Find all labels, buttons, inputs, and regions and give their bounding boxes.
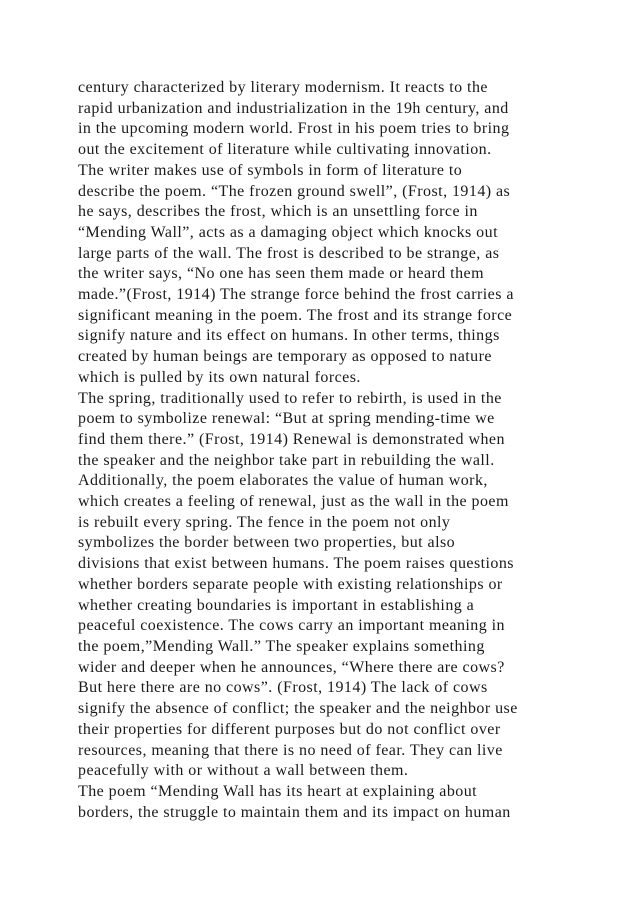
text-line: which is pulled by its own natural forces.	[78, 368, 361, 386]
text-line: “Mending Wall”, acts as a damaging object which knocks out	[78, 223, 498, 241]
text-line: wider and deeper when he announces, “Where there are cows?	[78, 658, 505, 676]
text-line: he says, describes the frost, which is an unsettling force in	[78, 203, 478, 221]
text-line: century characterized by literary modernism. It reacts to the	[78, 79, 488, 96]
text-line: The spring, traditionally used to refer to rebirth, is used in the	[78, 389, 502, 407]
text-line: whether creating boundaries is important in establishing a	[78, 596, 475, 614]
text-line: poem to symbolize renewal: “But at spring mending-time we	[78, 410, 495, 428]
text-line: signify the absence of conflict; the speaker and the neighbor use	[78, 700, 518, 718]
text-line: find them there.” (Frost, 1914) Renewal is demonstrated when	[78, 430, 505, 448]
text-line: rapid urbanization and industrialization in the 19h century, and	[78, 99, 509, 117]
text-line: resources, meaning that there is no need of fear. They can live	[78, 741, 503, 759]
text-line: borders, the struggle to maintain them and its impact on human	[78, 803, 511, 821]
text-line: divisions that exist between humans. The poem raises questions	[78, 555, 514, 573]
text-line: which creates a feeling of renewal, just as the wall in the poem	[78, 493, 509, 511]
text-line: describe the poem. “The frozen ground swell”, (Frost, 1914) as	[78, 182, 511, 200]
text-line: large parts of the wall. The frost is described to be strange, as	[78, 244, 500, 262]
text-line: The poem “Mending Wall has its heart at explaining about	[78, 782, 478, 800]
text-line: the poem,”Mending Wall.” The speaker explains something	[78, 637, 485, 655]
text-line: the speaker and the neighbor take part in rebuilding the wall.	[78, 451, 495, 469]
text-line: The writer makes use of symbols in form of literature to	[78, 161, 463, 179]
text-line: created by human beings are temporary as opposed to nature	[78, 348, 492, 366]
text-line: peaceful coexistence. The cows carry an important meaning in	[78, 617, 505, 635]
text-line: peacefully with or without a wall between them.	[78, 762, 409, 780]
text-line: whether borders separate people with existing relationships or	[78, 575, 503, 593]
text-line: out the excitement of literature while cultivating innovation.	[78, 141, 492, 159]
text-line: is rebuilt every spring. The fence in the poem not only	[78, 513, 451, 531]
text-line: signify nature and its effect on humans. In other terms, things	[78, 327, 500, 345]
body-text	[78, 78, 578, 823]
text-line: made.”(Frost, 1914) The strange force behind the frost carries a	[78, 286, 514, 304]
text-line: Additionally, the poem elaborates the value of human work,	[78, 472, 488, 490]
text-line: their properties for different purposes but do not conflict over	[78, 720, 501, 738]
text-line: the writer says, “No one has seen them made or heard them	[78, 265, 484, 283]
text-line: in the upcoming modern world. Frost in his poem tries to bring	[78, 120, 510, 138]
text-line: But here there are no cows”. (Frost, 1914) The lack of cows	[78, 679, 488, 697]
text-line: significant meaning in the poem. The frost and its strange force	[78, 306, 513, 324]
text-line: symbolizes the border between two properties, but also	[78, 534, 456, 552]
